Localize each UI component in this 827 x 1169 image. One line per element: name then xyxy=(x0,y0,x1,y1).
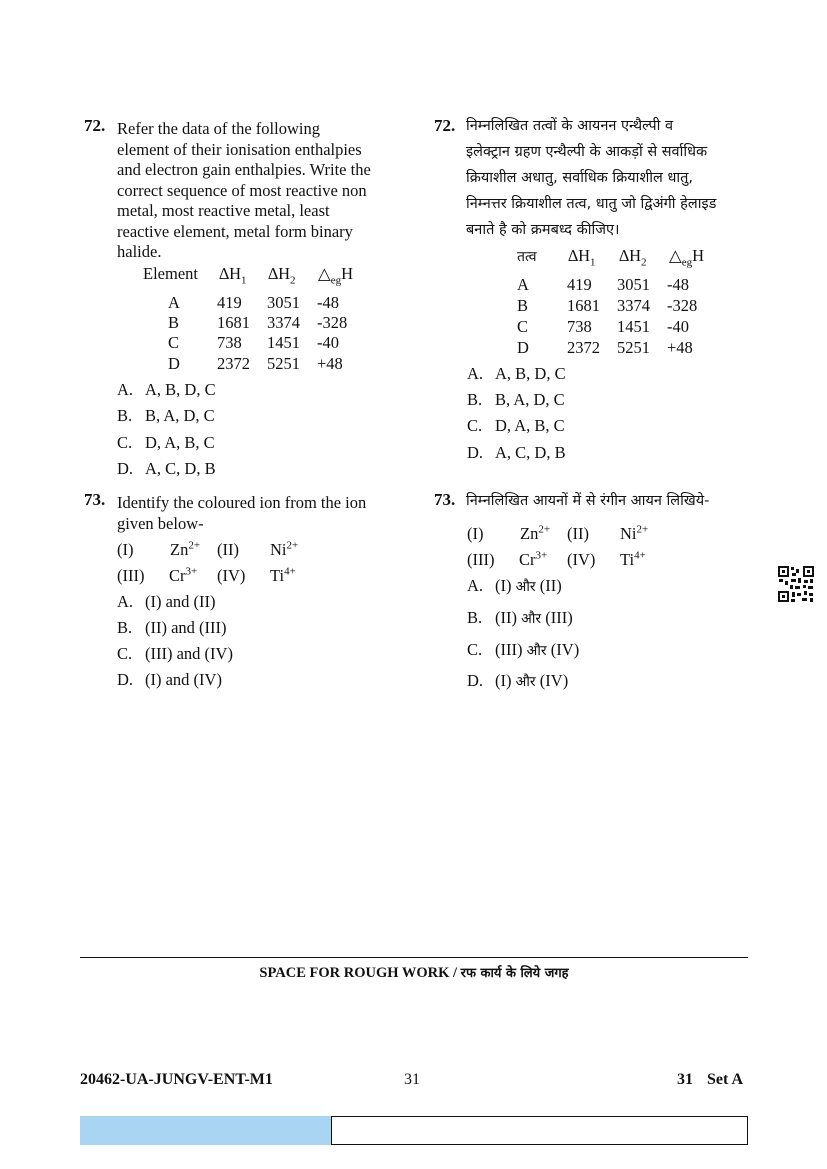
ion-roman: (I) xyxy=(467,524,484,543)
q72-hi-col-heg: $\triangle_{eg}H$ xyxy=(669,246,705,269)
table-cell: -328 xyxy=(317,313,348,332)
q72-hi-option-c[interactable]: C. D, A, B, C xyxy=(467,416,565,435)
q72-en-question xyxy=(117,119,412,263)
table-cell: B xyxy=(517,296,529,315)
q72-hi-question xyxy=(466,113,766,243)
table-cell: 5251 xyxy=(617,338,650,357)
ion-roman: (IV) xyxy=(567,550,596,569)
table-cell: 5251 xyxy=(267,354,300,373)
q73-hi-option-c[interactable]: C. (III) और (IV) xyxy=(467,640,580,659)
paper-code: 20462-UA-JUNGV-ENT-M1 xyxy=(80,1071,273,1088)
page-number: 31 xyxy=(404,1071,420,1088)
q73-en-option-a[interactable]: A. (I) and (II) xyxy=(117,592,216,611)
table-cell: 2372 xyxy=(217,354,250,373)
table-cell: 1681 xyxy=(567,296,600,315)
table-cell: D xyxy=(517,338,529,357)
q72-en-option-a[interactable]: A. A, B, D, C xyxy=(117,380,216,399)
q72-en-col-element: Element xyxy=(143,264,198,283)
q72-hi-line: क्रियाशील अधातु, सर्वाधिक क्रियाशील धातु, xyxy=(466,170,694,186)
table-cell: 738 xyxy=(217,333,242,352)
ion-formula: $Zn^{2+}$ xyxy=(520,523,551,543)
q73-en-line: given below- xyxy=(117,513,204,533)
q72-hi-line: निम्नत्तर क्रियाशील तत्व, धातु जो द्विअंगी हेलाइड xyxy=(466,196,717,212)
table-cell: A xyxy=(168,293,180,312)
q73-en-line: Identify the coloured ion from the ion xyxy=(117,493,367,512)
table-cell: 419 xyxy=(217,293,242,312)
q72-hi-line: बनाते है को क्रमबध्द कीजिए। xyxy=(466,222,620,238)
q72-hi-line: इलेक्ट्रान ग्रहण एन्थैल्पी के आकड़ों से सर्वाधिक xyxy=(466,144,708,160)
ion-roman: (III) xyxy=(117,566,145,585)
table-cell: -40 xyxy=(317,333,339,352)
q73-hi-option-b[interactable]: B. (II) और (III) xyxy=(467,608,573,627)
qr-code-icon xyxy=(777,565,815,603)
ion-formula: $Cr^{3+}$ xyxy=(169,565,198,585)
table-cell: A xyxy=(517,275,529,294)
table-cell: B xyxy=(168,313,180,332)
q73-hi-option-a[interactable]: A. (I) और (II) xyxy=(467,576,562,595)
q72-en-line: correct sequence of most reactive non xyxy=(117,180,367,200)
footer-color-bar xyxy=(80,1116,331,1145)
q72-hi-col-h1: $\Delta H_1$ xyxy=(568,246,596,269)
q72-en-col-h1: $\Delta H_1$ xyxy=(219,264,247,287)
q72-hi-number: 72. xyxy=(434,116,456,135)
ion-roman: (II) xyxy=(567,524,589,543)
table-cell: 419 xyxy=(567,275,592,294)
q72-hi-option-d[interactable]: D. A, C, D, B xyxy=(467,443,566,462)
rough-work-label: SPACE FOR ROUGH WORK / रफ कार्य के लिये जगह xyxy=(259,965,569,981)
ion-roman: (III) xyxy=(467,550,495,569)
table-cell: 738 xyxy=(567,317,592,336)
ion-roman: (II) xyxy=(217,540,239,559)
q73-hi-number: 73. xyxy=(434,490,456,509)
q72-en-line: reactive element, metal form binary xyxy=(117,221,353,241)
q73-en-number: 73. xyxy=(84,490,106,509)
q72-en-line: and electron gain enthalpies. Write the xyxy=(117,160,371,179)
q73-en-option-b[interactable]: B. (II) and (III) xyxy=(117,618,227,637)
table-cell: -48 xyxy=(317,293,339,312)
ion-formula: $Ni^{2+}$ xyxy=(270,539,299,559)
ion-roman: (I) xyxy=(117,540,134,559)
ion-formula: $Cr^{3+}$ xyxy=(519,549,548,569)
q73-hi-option-d[interactable]: D. (I) और (IV) xyxy=(467,671,569,690)
ion-roman: (IV) xyxy=(217,566,246,585)
table-cell: 2372 xyxy=(567,338,600,357)
q73-en-question xyxy=(117,493,412,534)
ion-formula: $Ti^{4+}$ xyxy=(270,565,296,585)
table-cell: -40 xyxy=(667,317,689,336)
q72-en-option-b[interactable]: B. B, A, D, C xyxy=(117,406,215,425)
q72-hi-col-element: तत्व xyxy=(517,249,537,265)
set-label: Set A xyxy=(707,1071,743,1088)
table-cell: +48 xyxy=(317,354,343,373)
q72-hi-col-h2: $\Delta H_2$ xyxy=(619,246,647,269)
table-cell: +48 xyxy=(667,338,693,357)
ion-formula: $Zn^{2+}$ xyxy=(170,539,201,559)
q72-en-option-d[interactable]: D. A, C, D, B xyxy=(117,459,216,478)
q73-en-option-c[interactable]: C. (III) and (IV) xyxy=(117,644,233,663)
table-cell: 3051 xyxy=(267,293,300,312)
table-cell: 3374 xyxy=(267,313,300,332)
q73-hi-question: निम्नलिखित आयनों में से रंगीन आयन लिखिये- xyxy=(466,493,710,509)
table-cell: 1681 xyxy=(217,313,250,332)
q72-hi-option-a[interactable]: A. A, B, D, C xyxy=(467,364,566,383)
table-cell: C xyxy=(517,317,529,336)
table-cell: 1451 xyxy=(267,333,300,352)
q72-hi-line: निम्नलिखित तत्वों के आयनन एन्थैल्पी व xyxy=(466,118,674,134)
table-cell: 3374 xyxy=(617,296,650,315)
table-cell: -328 xyxy=(667,296,698,315)
q72-en-line: metal, most reactive metal, least xyxy=(117,201,330,220)
q72-en-line: halide. xyxy=(117,242,162,261)
ion-formula: $Ni^{2+}$ xyxy=(620,523,649,543)
table-cell: D xyxy=(168,354,180,373)
q72-en-line: Refer the data of the following xyxy=(117,119,320,138)
table-cell: -48 xyxy=(667,275,689,294)
q72-en-col-heg: $\triangle_{eg}H$ xyxy=(318,264,354,287)
table-cell: C xyxy=(168,333,180,352)
table-cell: 3051 xyxy=(617,275,650,294)
footer-box xyxy=(331,1116,748,1145)
rough-work-divider xyxy=(80,957,748,958)
q73-en-option-d[interactable]: D. (I) and (IV) xyxy=(117,670,222,689)
page-number-right: 31 xyxy=(677,1071,693,1088)
q72-hi-option-b[interactable]: B. B, A, D, C xyxy=(467,390,565,409)
ion-formula: $Ti^{4+}$ xyxy=(620,549,646,569)
q72-en-line: element of their ionisation enthalpies xyxy=(117,139,362,159)
q72-en-option-c[interactable]: C. D, A, B, C xyxy=(117,433,215,452)
q72-en-col-h2: $\Delta H_2$ xyxy=(268,264,296,287)
q72-en-number: 72. xyxy=(84,116,106,135)
table-cell: 1451 xyxy=(617,317,650,336)
